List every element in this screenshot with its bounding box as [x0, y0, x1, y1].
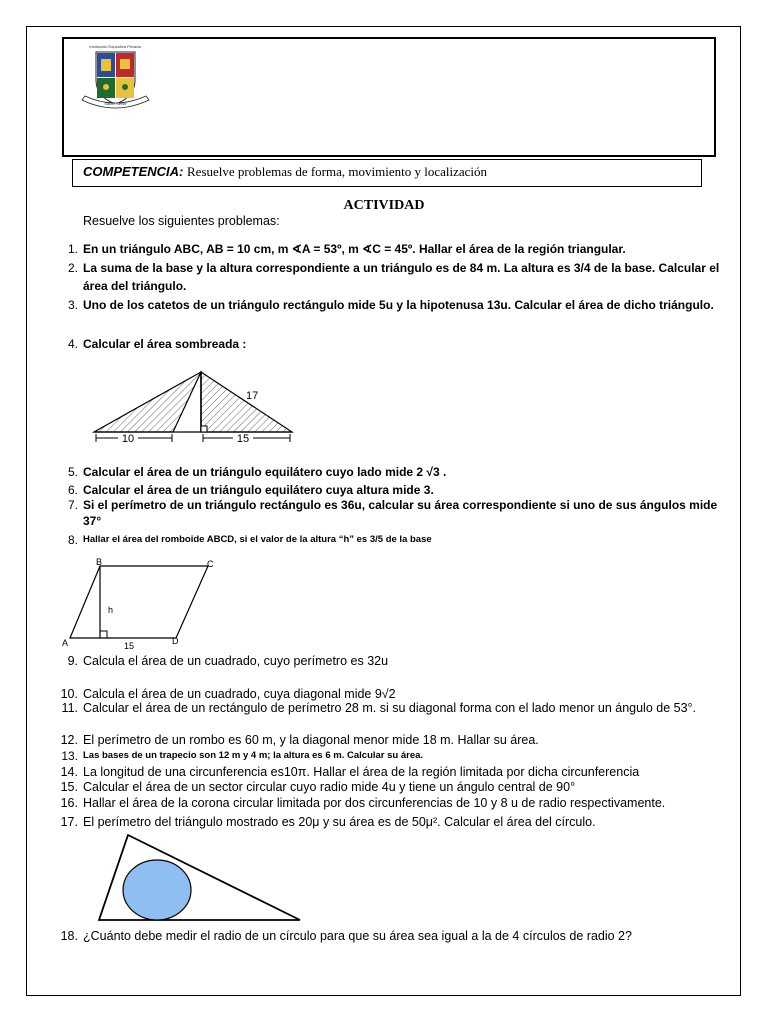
header-box: [62, 37, 716, 157]
svg-text:Institución Educativa Privada: Institución Educativa Privada: [89, 44, 141, 49]
shaded-triangle-figure: [88, 365, 300, 450]
inscribed-circle: [123, 860, 191, 920]
activity-title: ACTIVIDAD: [343, 198, 425, 213]
activity-intro: Resuelve los siguientes problemas:: [83, 214, 280, 228]
base-label: 15: [124, 641, 135, 651]
incircle-triangle-figure: [95, 830, 305, 925]
competencia-box: [72, 159, 702, 187]
vertex-a: A: [62, 638, 69, 648]
shaded-region-left: [94, 372, 201, 432]
romboide-figure: [60, 556, 220, 651]
vertex-c: C: [207, 559, 214, 569]
label-15: 15: [236, 433, 250, 445]
vertex-d: D: [172, 636, 179, 646]
competencia-text: Resuelve problemas de forma, movimiento y localización: [187, 164, 488, 179]
label-10: 10: [121, 433, 135, 445]
height-label: h: [108, 605, 114, 615]
school-crest-logo: [78, 42, 153, 112]
vertex-b: B: [96, 557, 103, 567]
shaded-region-right: [201, 372, 292, 432]
label-17: 17: [246, 390, 259, 402]
competencia-label: COMPETENCIA:: [83, 164, 184, 179]
svg-text:Saber Servir: Saber Servir: [104, 101, 127, 106]
